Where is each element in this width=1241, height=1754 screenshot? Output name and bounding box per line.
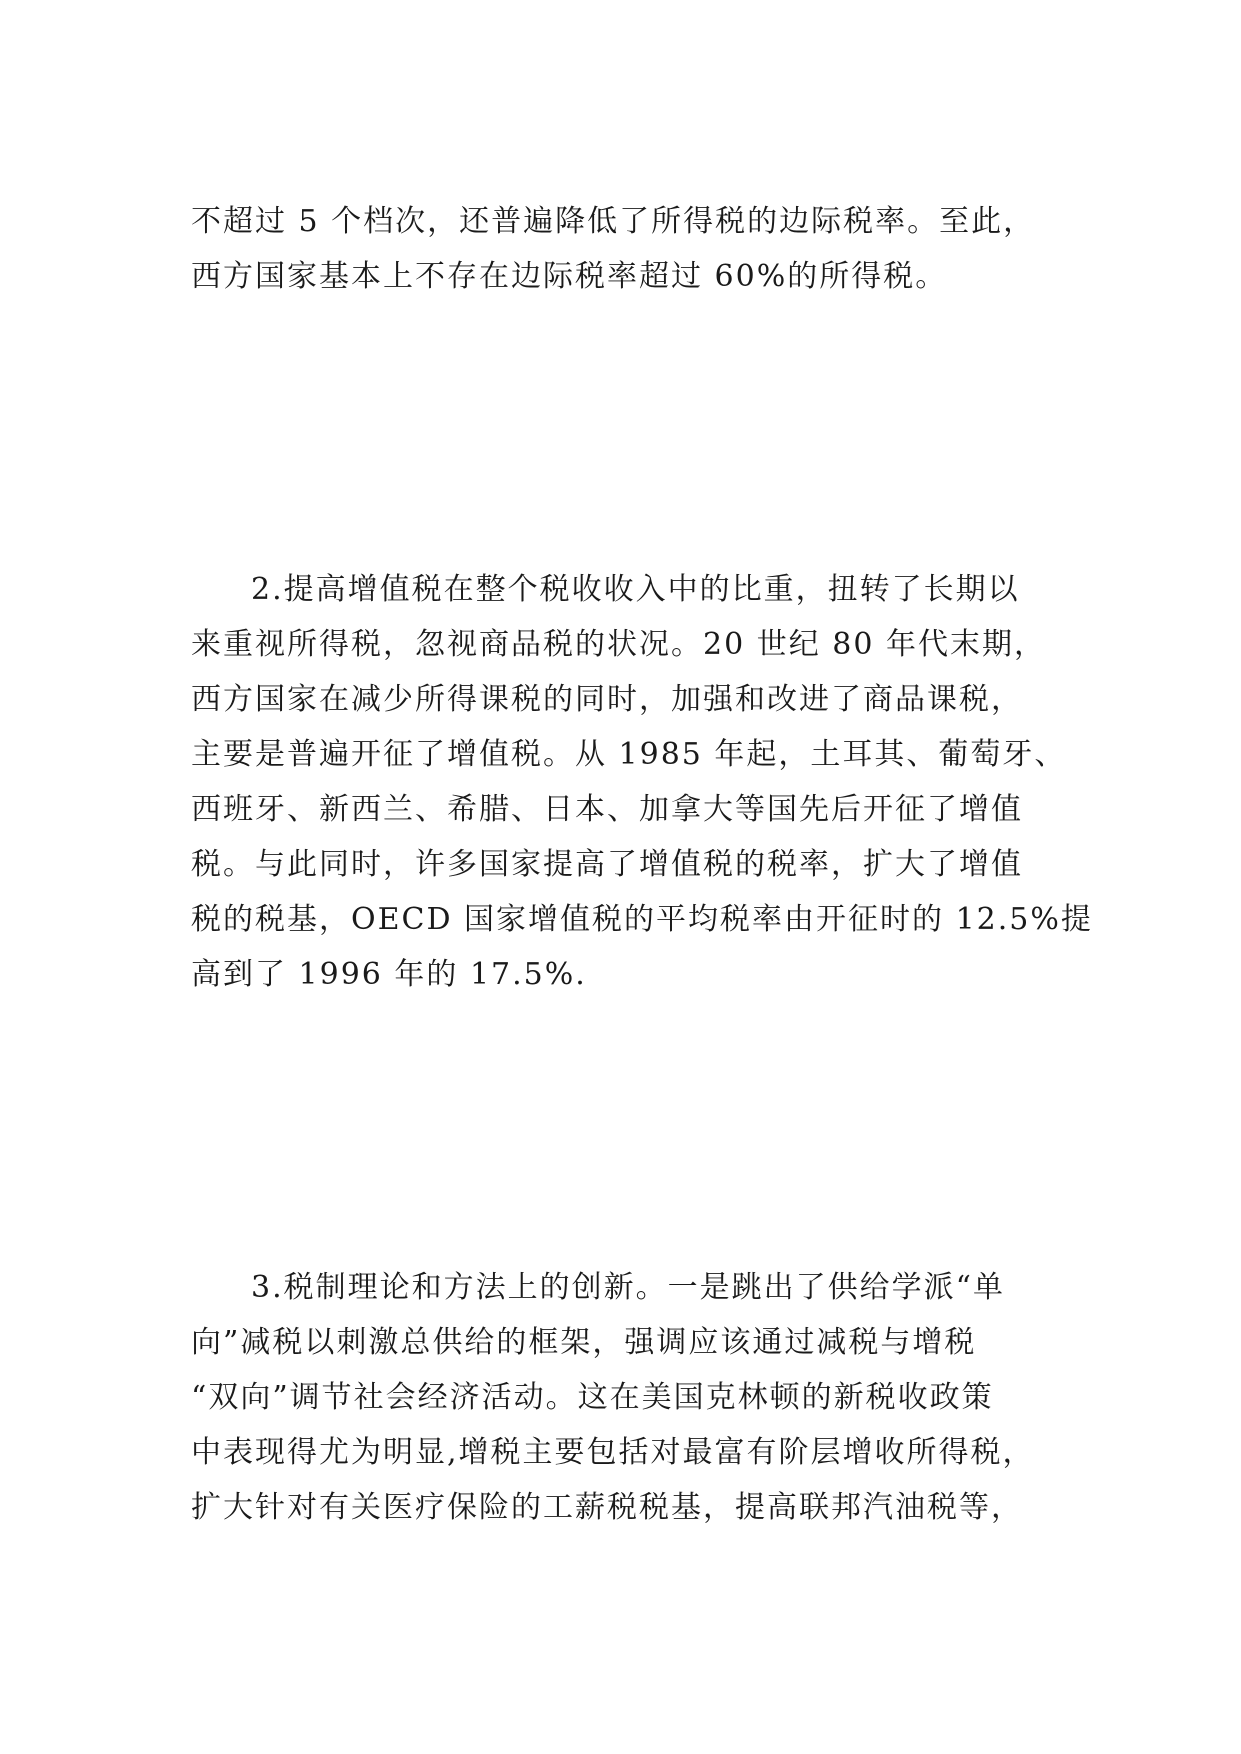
paragraph-2-line-4: 主要是普遍开征了增值税。从 1985 年起，土耳其、葡萄牙、 bbox=[191, 737, 1067, 772]
paragraph-2-line-3: 西方国家在减少所得课税的同时，加强和改进了商品课税， bbox=[191, 682, 1023, 717]
paragraph-2-line-8: 高到了 1996 年的 17.5%. bbox=[191, 957, 587, 992]
paragraph-3-line-3: “双向”调节社会经济活动。这在美国克林顿的新税收政策 bbox=[191, 1380, 994, 1415]
paragraph-2-line-2: 来重视所得税，忽视商品税的状况。20 世纪 80 年代末期， bbox=[191, 627, 1046, 662]
paragraph-1-line-2: 西方国家基本上不存在边际税率超过 60%的所得税。 bbox=[191, 259, 948, 294]
paragraph-3-line-2: 向”减税以刺激总供给的框架，强调应该通过减税与增税 bbox=[191, 1325, 977, 1360]
paragraph-2-line-1: 2.提高增值税在整个税收收入中的比重，扭转了长期以 bbox=[251, 572, 1020, 607]
paragraph-2-line-5: 西班牙、新西兰、希腊、日本、加拿大等国先后开征了增值 bbox=[191, 792, 1023, 827]
paragraph-3-line-1: 3.税制理论和方法上的创新。一是跳出了供给学派“单 bbox=[251, 1270, 1005, 1305]
paragraph-3-line-5: 扩大针对有关医疗保险的工薪税税基，提高联邦汽油税等， bbox=[191, 1490, 1023, 1525]
paragraph-3-line-4: 中表现得尤为明显,增税主要包括对最富有阶层增收所得税， bbox=[191, 1435, 1035, 1470]
paragraph-2-line-7: 税的税基，OECD 国家增值税的平均税率由开征时的 12.5%提 bbox=[191, 902, 1093, 937]
paragraph-2-line-6: 税。与此同时，许多国家提高了增值税的税率，扩大了增值 bbox=[191, 847, 1023, 882]
paragraph-1-line-1: 不超过 5 个档次，还普遍降低了所得税的边际税率。至此， bbox=[191, 204, 1036, 239]
